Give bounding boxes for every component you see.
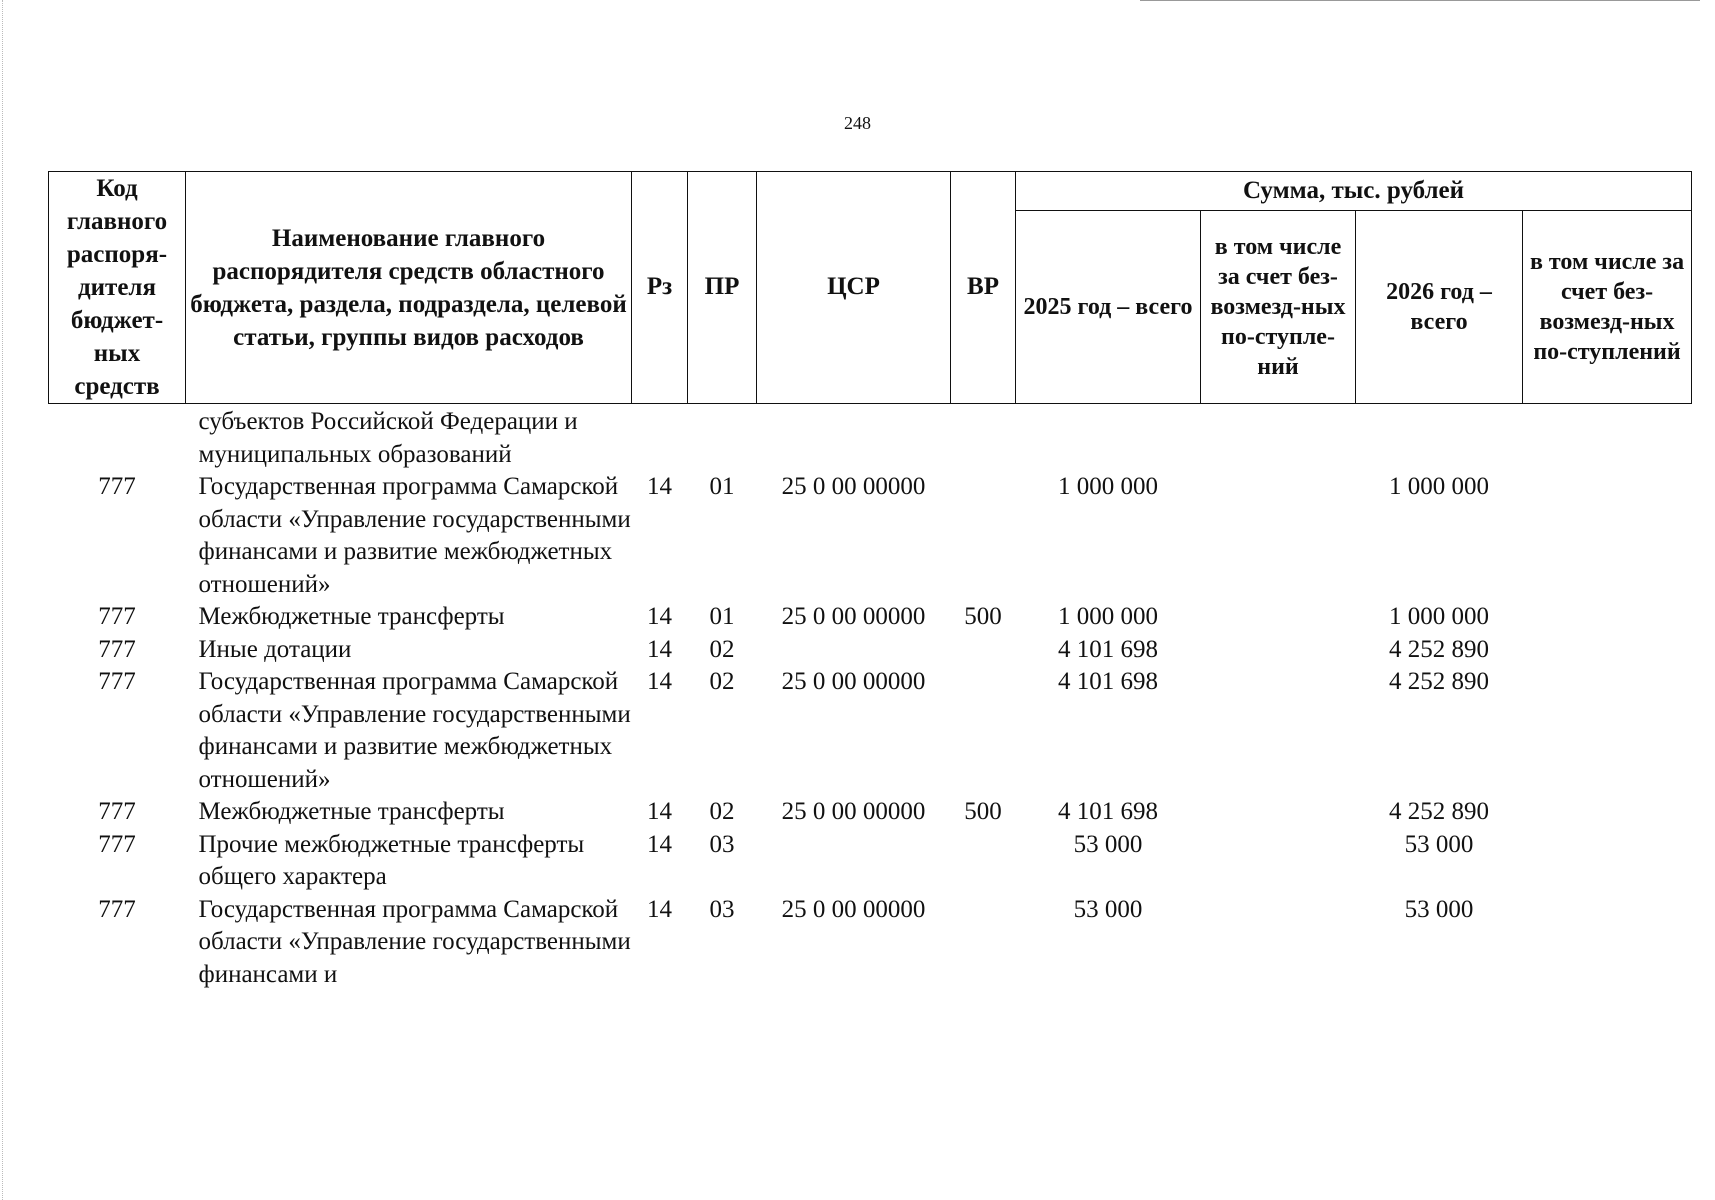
cell-2026-total: 4 252 890 bbox=[1389, 635, 1489, 663]
page-number: 248 bbox=[844, 113, 871, 133]
cell-code: 777 bbox=[98, 473, 136, 500]
header-2026-total: 2026 год – всего bbox=[1356, 211, 1523, 404]
header-csr: ЦСР bbox=[757, 172, 951, 404]
cell-vr bbox=[951, 404, 1016, 472]
cell-name: Государственная программа Самарской области «Управление государственными финансами и bbox=[198, 895, 631, 988]
cell-2026-free bbox=[1523, 404, 1692, 472]
header-rz: Рз bbox=[632, 172, 688, 404]
cell-rz: 14 bbox=[647, 830, 672, 858]
cell-csr: 25 0 00 00000 bbox=[781, 798, 926, 825]
cell-rz: 14 bbox=[647, 895, 672, 923]
cell-pr: 03 bbox=[709, 895, 735, 923]
cell-name: субъектов Российской Федерации и муниципальных образований bbox=[198, 408, 578, 468]
cell-2026-total: 1 000 000 bbox=[1389, 473, 1489, 500]
cell-vr bbox=[951, 471, 1016, 601]
cell-vr bbox=[951, 634, 1016, 667]
cell-2026-total: 53 000 bbox=[1404, 895, 1474, 923]
cell-rz: 14 bbox=[647, 603, 672, 630]
scan-edge bbox=[2, 0, 9, 1200]
cell-code bbox=[49, 404, 186, 472]
table-row bbox=[49, 404, 1692, 472]
cell-2026-free bbox=[1523, 829, 1692, 894]
cell-2026-free bbox=[1523, 601, 1692, 634]
cell-name: Межбюджетные трансферты bbox=[198, 603, 505, 630]
cell-pr bbox=[688, 404, 757, 472]
cell-2025-total: 53 000 bbox=[1073, 830, 1143, 858]
cell-rz bbox=[632, 404, 688, 472]
cell-pr: 03 bbox=[709, 830, 735, 858]
table-row bbox=[49, 666, 1692, 796]
header-vr: ВР bbox=[951, 172, 1016, 404]
cell-2025-total: 4 101 698 bbox=[1058, 635, 1158, 663]
header-pr: ПР bbox=[688, 172, 757, 404]
cell-2025-total: 1 000 000 bbox=[1058, 603, 1158, 630]
cell-2025-free bbox=[1201, 634, 1356, 667]
cell-code: 777 bbox=[98, 798, 136, 825]
cell-rz: 14 bbox=[647, 473, 672, 500]
header-2026-free: в том числе за счет без-возмезд-ных по-ступлений bbox=[1523, 211, 1692, 404]
cell-code: 777 bbox=[98, 668, 136, 695]
cell-pr: 02 bbox=[709, 798, 735, 825]
cell-name: Государственная программа Самарской области «Управление государственными финансами и развитие межбюджетных отношений» bbox=[198, 668, 631, 793]
cell-pr: 02 bbox=[709, 668, 735, 695]
table-row bbox=[49, 894, 1692, 992]
cell-vr bbox=[951, 894, 1016, 992]
cell-rz: 14 bbox=[647, 635, 672, 663]
header-sum: Сумма, тыс. рублей bbox=[1016, 172, 1692, 211]
cell-name: Государственная программа Самарской области «Управление государственными финансами и развитие межбюджетных отношений» bbox=[198, 473, 631, 598]
cell-2025-free bbox=[1201, 404, 1356, 472]
cell-csr bbox=[757, 404, 951, 472]
cell-vr bbox=[951, 666, 1016, 796]
header-2025-free: в том числе за счет без-возмезд-ных по-ступле-ний bbox=[1201, 211, 1356, 404]
cell-code: 777 bbox=[98, 635, 136, 663]
cell-2025-free bbox=[1201, 829, 1356, 894]
cell-name: Иные дотации bbox=[198, 635, 352, 663]
cell-2025-total: 4 101 698 bbox=[1058, 668, 1158, 695]
cell-2026-free bbox=[1523, 796, 1692, 829]
cell-2026-free bbox=[1523, 471, 1692, 601]
scan-top-rule bbox=[1140, 0, 1700, 1]
cell-vr: 500 bbox=[964, 798, 1002, 825]
table-body bbox=[49, 404, 1692, 992]
cell-2025-free bbox=[1201, 601, 1356, 634]
cell-vr: 500 bbox=[964, 603, 1002, 630]
cell-csr bbox=[757, 634, 951, 667]
cell-2026-free bbox=[1523, 634, 1692, 667]
cell-2025-free bbox=[1201, 796, 1356, 829]
cell-csr bbox=[757, 829, 951, 894]
cell-2025-total: 53 000 bbox=[1073, 895, 1143, 923]
cell-2025-free bbox=[1201, 471, 1356, 601]
cell-2025-free bbox=[1201, 894, 1356, 992]
cell-pr: 01 bbox=[709, 473, 735, 500]
cell-2025-total: 1 000 000 bbox=[1058, 473, 1158, 500]
cell-2025-free bbox=[1201, 666, 1356, 796]
cell-2026-total: 4 252 890 bbox=[1389, 668, 1489, 695]
cell-2026-total bbox=[1356, 404, 1523, 472]
cell-csr: 25 0 00 00000 bbox=[781, 473, 926, 500]
cell-2026-total: 4 252 890 bbox=[1389, 798, 1489, 825]
cell-2025-total: 4 101 698 bbox=[1058, 798, 1158, 825]
cell-name: Межбюджетные трансферты bbox=[198, 798, 505, 825]
cell-2026-total: 1 000 000 bbox=[1389, 603, 1489, 630]
cell-pr: 02 bbox=[709, 635, 735, 663]
cell-code: 777 bbox=[98, 895, 136, 923]
cell-2025-total bbox=[1016, 404, 1201, 472]
cell-2026-free bbox=[1523, 666, 1692, 796]
cell-vr bbox=[951, 829, 1016, 894]
cell-2026-free bbox=[1523, 894, 1692, 992]
cell-name: Прочие межбюджетные трансферты общего характера bbox=[198, 830, 585, 890]
cell-code: 777 bbox=[98, 603, 136, 630]
cell-pr: 01 bbox=[709, 603, 735, 630]
cell-rz: 14 bbox=[647, 798, 672, 825]
cell-csr: 25 0 00 00000 bbox=[781, 895, 926, 923]
cell-code: 777 bbox=[98, 830, 136, 858]
table-row bbox=[49, 601, 1692, 634]
cell-rz: 14 bbox=[647, 668, 672, 695]
table-row bbox=[49, 829, 1692, 894]
cell-2026-total: 53 000 bbox=[1404, 830, 1474, 858]
header-2025-total: 2025 год – всего bbox=[1016, 211, 1201, 404]
table-row bbox=[49, 796, 1692, 829]
table-row bbox=[49, 471, 1692, 601]
cell-csr: 25 0 00 00000 bbox=[781, 668, 926, 695]
table-header bbox=[49, 172, 1692, 404]
header-code: Код главного распоря-дителя бюджет-ных средств bbox=[49, 172, 186, 404]
table-row bbox=[49, 634, 1692, 667]
budget-table bbox=[48, 171, 1692, 991]
header-name: Наименование главного распорядителя средств областного бюджета, раздела, подраздела, целевой статьи, группы видов расходов bbox=[186, 172, 632, 404]
cell-csr: 25 0 00 00000 bbox=[781, 603, 926, 630]
